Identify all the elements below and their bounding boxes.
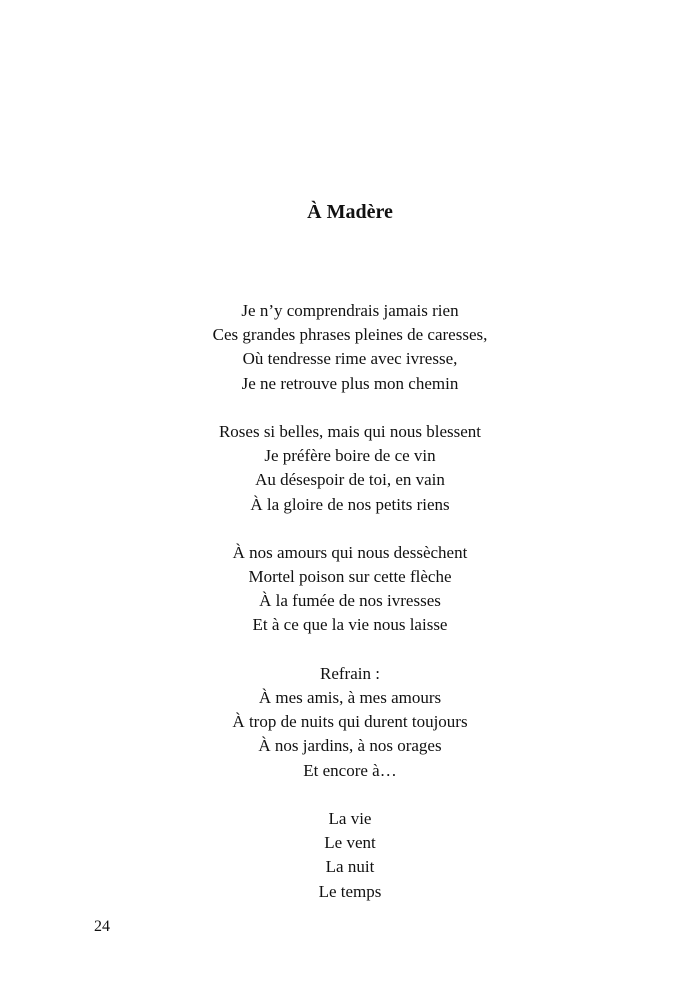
poem-body [0,299,700,904]
verse-line: Le temps [318,881,382,901]
poem-title: À Madère [307,201,393,223]
stanza-spacer [0,783,700,807]
verse-line: À trop de nuits qui durent toujours [232,712,468,732]
refrain-label: Refrain : [320,663,380,683]
verse-line: Roses si belles, mais qui nous blessent [218,421,482,441]
verse-line: À la gloire de nos petits riens [250,494,450,514]
verse-line: Et encore à… [303,760,397,780]
stanza-refrain [0,662,700,783]
verse-line: Je préfère boire de ce vin [264,446,436,466]
verse-line: Je ne retrouve plus mon chemin [241,373,459,393]
verse-line: Au désespoir de toi, en vain [255,470,445,490]
verse-line: Ces grandes phrases pleines de caresses, [212,325,488,345]
stanza-spacer [0,517,700,541]
stanza [0,299,700,396]
verse-line: La nuit [325,857,375,877]
page-number: 24 [94,918,110,935]
verse-line: Où tendresse rime avec ivresse, [242,349,458,369]
stanza [0,541,700,638]
stanza [0,807,700,904]
stanza [0,420,700,517]
verse-line: La vie [328,808,372,828]
verse-line: Je n’y comprendrais jamais rien [241,301,459,320]
verse-line: Mortel poison sur cette flèche [248,567,452,587]
verse-line: Et à ce que la vie nous laisse [252,615,448,635]
stanza-spacer [0,396,700,420]
verse-line: Le vent [324,833,376,853]
verse-line: À nos jardins, à nos orages [258,736,442,756]
stanza-spacer [0,638,700,662]
verse-line: À la fumée de nos ivresses [259,591,441,611]
verse-line: À mes amis, à mes amours [258,688,442,707]
verse-line: À nos amours qui nous dessèchent [232,542,468,562]
